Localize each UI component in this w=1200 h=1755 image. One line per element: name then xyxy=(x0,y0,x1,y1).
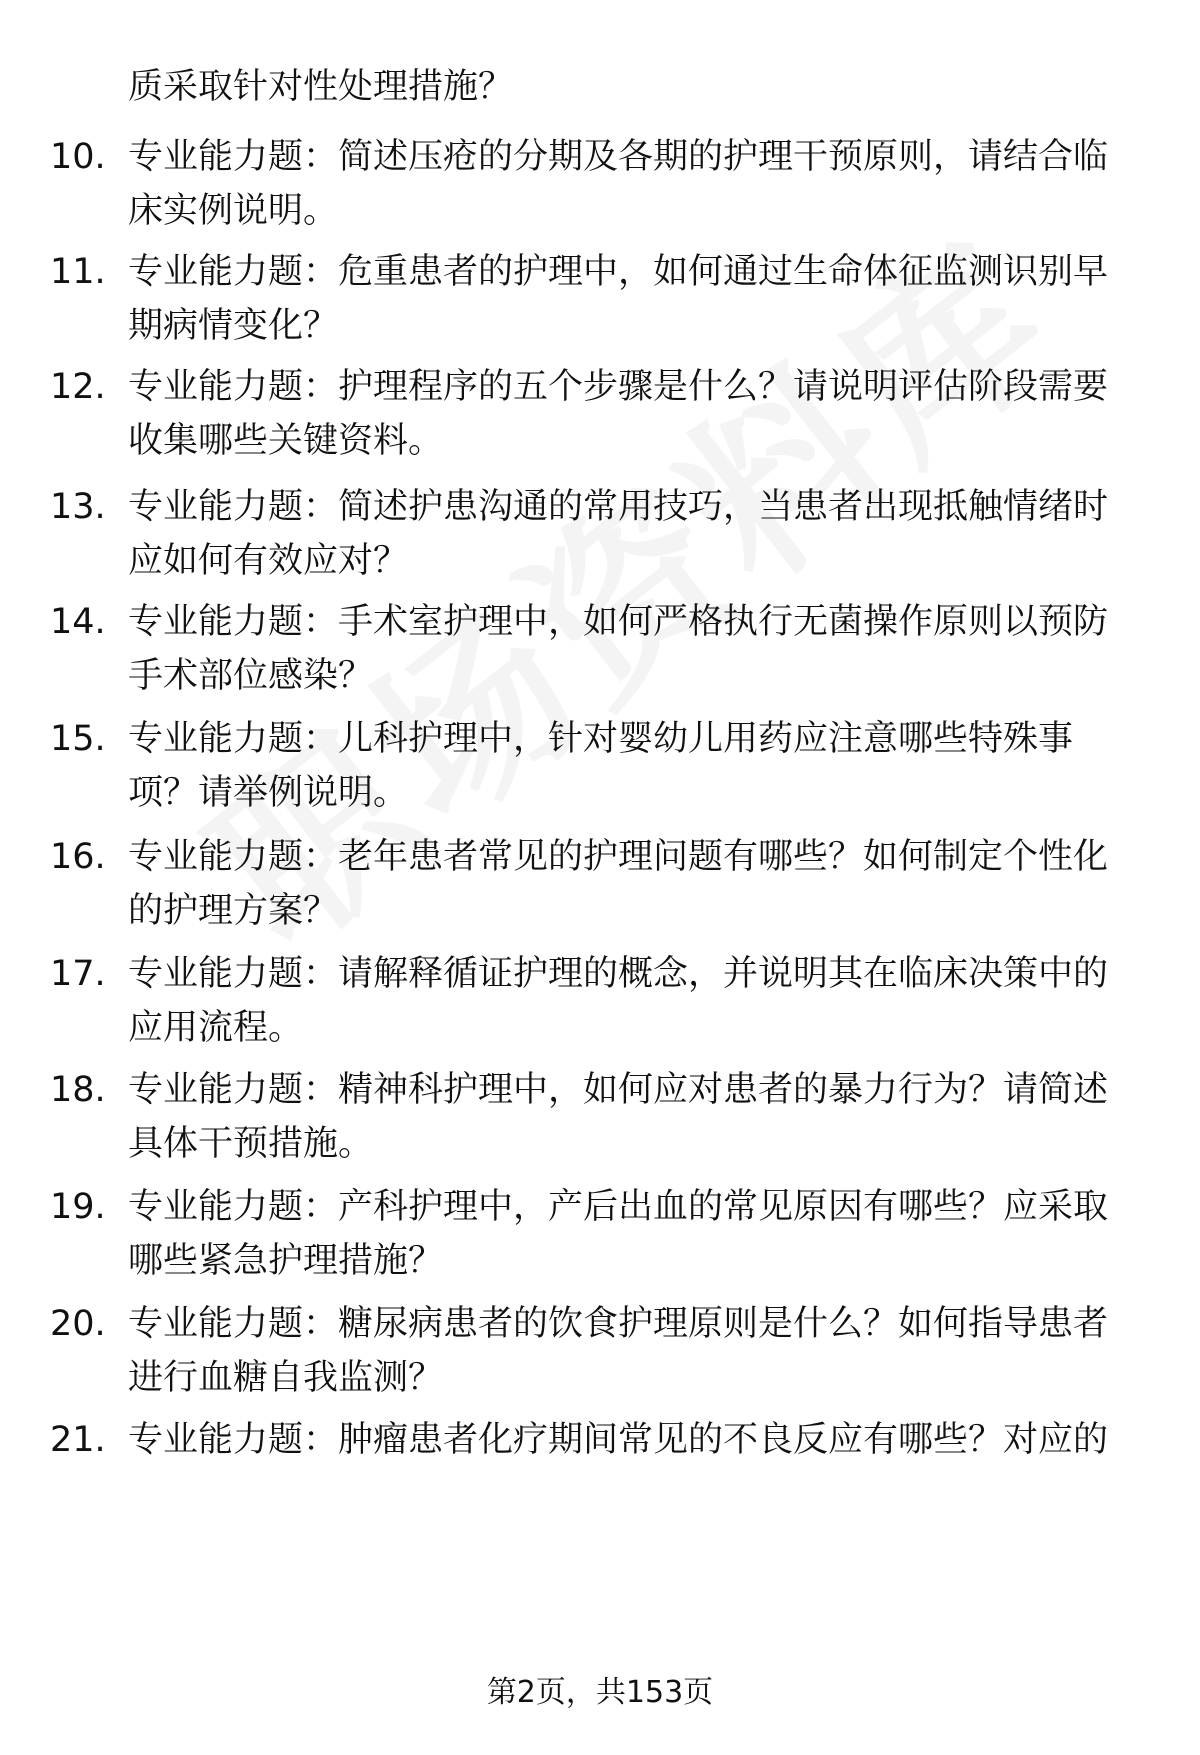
question-text-line: 专业能力题：糖尿病患者的饮食护理原则是什么？如何指导患者 xyxy=(128,1304,1109,1344)
question-text-line: 应用流程。 xyxy=(128,1008,304,1048)
question-text-line: 哪些紧急护理措施？ xyxy=(128,1241,444,1281)
question-number: 21. xyxy=(50,1420,106,1460)
question-number: 18. xyxy=(50,1070,106,1110)
question-number: 12. xyxy=(50,367,106,407)
question-number: 14. xyxy=(50,602,106,642)
question-number: 10. xyxy=(50,137,106,177)
question-text-line: 专业能力题：手术室护理中，如何严格执行无菌操作原则以预防 xyxy=(128,602,1109,642)
question-text-line: 专业能力题：精神科护理中，如何应对患者的暴力行为？请简述 xyxy=(128,1070,1109,1110)
question-text-line: 收集哪些关键资料。 xyxy=(128,421,444,461)
question-text xyxy=(128,360,1138,468)
question-number: 20. xyxy=(50,1304,106,1344)
question-text-line: 应如何有效应对？ xyxy=(128,541,409,581)
question-text-line: 专业能力题：危重患者的护理中，如何通过生命体征监测识别早 xyxy=(128,252,1109,292)
question-text-line: 手术部位感染？ xyxy=(128,656,374,696)
question-text xyxy=(128,1063,1138,1171)
question-text xyxy=(128,595,1138,703)
question-text xyxy=(128,1297,1138,1405)
question-number: 13. xyxy=(50,487,106,527)
question-text-line: 具体干预措施。 xyxy=(128,1124,374,1164)
question-text xyxy=(128,480,1138,588)
question-text-line: 进行血糖自我监测？ xyxy=(128,1358,444,1398)
question-number: 15. xyxy=(50,719,106,759)
question-text xyxy=(128,1413,1138,1467)
question-text xyxy=(128,1180,1138,1288)
question-number: 11. xyxy=(50,252,106,292)
question-text-line: 专业能力题：产科护理中，产后出血的常见原因有哪些？应采取 xyxy=(128,1187,1109,1227)
question-text-line: 专业能力题：简述护患沟通的常用技巧，当患者出现抵触情绪时 xyxy=(128,487,1109,527)
question-text xyxy=(128,712,1138,820)
question-text xyxy=(128,130,1138,238)
page-number-footer: 第2页，共153页 xyxy=(486,1675,714,1710)
question-text-line: 期病情变化？ xyxy=(128,306,339,346)
question-text-line: 专业能力题：老年患者常见的护理问题有哪些？如何制定个性化 xyxy=(128,837,1109,877)
question-text-line: 床实例说明。 xyxy=(128,191,339,231)
question-text-line: 专业能力题：儿科护理中，针对婴幼儿用药应注意哪些特殊事 xyxy=(128,719,1074,759)
question-text xyxy=(128,245,1138,353)
question-text-line: 专业能力题：请解释循证护理的概念，并说明其在临床决策中的 xyxy=(128,954,1109,994)
question-text xyxy=(128,947,1138,1055)
question-text-line: 专业能力题：护理程序的五个步骤是什么？请说明评估阶段需要 xyxy=(128,367,1109,407)
question-text-line: 专业能力题：简述压疮的分期及各期的护理干预原则，请结合临 xyxy=(128,137,1109,177)
question-continuation: 质采取针对性处理措施？ xyxy=(128,67,514,107)
question-text-line: 的护理方案？ xyxy=(128,891,339,931)
question-number: 17. xyxy=(50,954,106,994)
question-text-line: 项？请举例说明。 xyxy=(128,773,409,813)
question-number: 19. xyxy=(50,1187,106,1227)
question-number: 16. xyxy=(50,837,106,877)
question-text-line: 专业能力题：肿瘤患者化疗期间常见的不良反应有哪些？对应的 xyxy=(128,1420,1109,1460)
question-text xyxy=(128,830,1138,938)
